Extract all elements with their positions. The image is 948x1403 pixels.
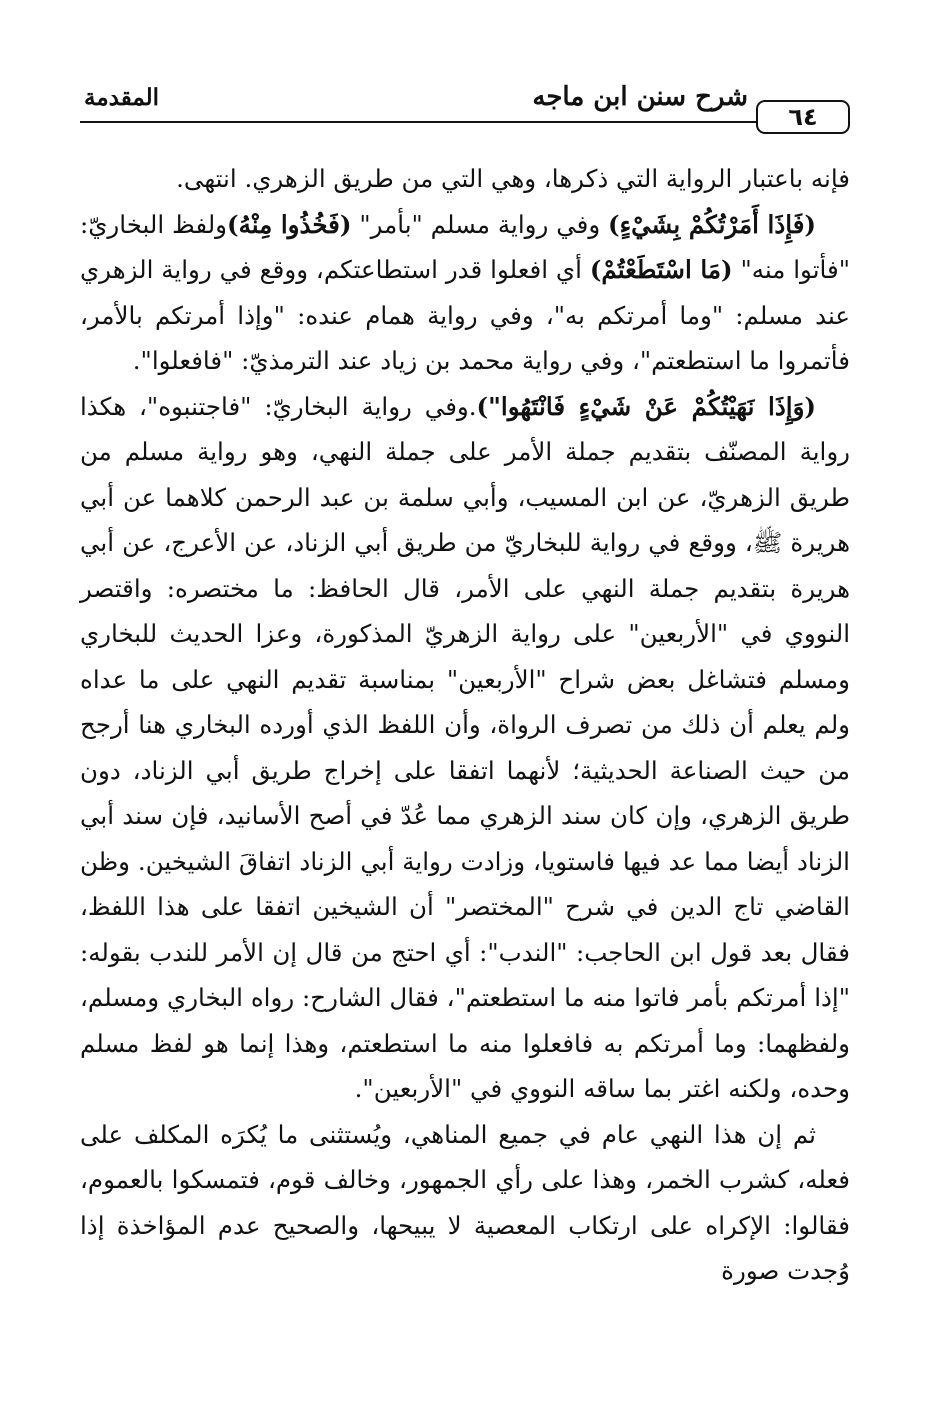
running-header — [80, 70, 850, 140]
paragraph — [80, 384, 850, 1112]
paragraph — [80, 1112, 850, 1294]
paragraph — [80, 156, 850, 202]
hadith-quote: (مَا اسْتَطَعْتُمْ) — [589, 255, 733, 284]
hadith-quote: (فَخُذُوا مِنْهُ) — [227, 209, 352, 239]
hadith-quote: (فَإِذَا أَمَرْتُكُمْ بِشَيْءٍ) — [608, 209, 817, 239]
book-title: شرح سنن ابن ماجه — [532, 82, 748, 112]
paragraph-text: ثم إن هذا النهي عام في جميع المناهي، ويُستثنى ما يُكرَه المكلف على فعله، كشرب الخمر، وهذا على رأي الجمهور، وخالف قوم، فتمسكوا بالعموم، فقالوا: الإكراه على ارتكاب المعصية لا يبيحها، والصحيح عدم المؤاخذة إذا وُجدت صورة — [80, 1119, 850, 1285]
section-title: المقدمة — [84, 84, 160, 111]
hadith-quote: (وَإِذَا نَهَيْتُكُمْ عَنْ شَيْءٍ فَانْتَهُوا") — [476, 391, 816, 421]
paragraph-text: أي افعلوا قدر استطاعتكم، ووقع في رواية الزهري عند مسلم: "وما أمرتكم به"، وفي رواية همام عنده: "وإذا أمرتكم بالأمر، فأتمروا ما استطعتم"، وفي رواية محمد بن زياد عند الترمذيّ: "فافعلوا". — [80, 255, 850, 375]
paragraph — [80, 202, 850, 384]
header-rule — [80, 121, 850, 123]
page-number: ٦٤ — [788, 103, 818, 131]
paragraph-text: ولفظ البخاريّ: "فأتوا منه" — [80, 209, 850, 284]
paragraph-text: .وفي رواية البخاريّ: "فاجتنبوه"، هكذا رواية المصنّف بتقديم جملة الأمر على جملة النهي، وهو رواية مسلم من طريق الزهريّ، عن ابن المسيب، وأبي سلمة بن عبد الرحمن كلاهما عن أبي هريرة ﷺ، ووقع في رواية للبخاريّ من طريق أبي الزناد، عن الأعرج، عن أبي هريرة بتقديم جملة النهي على الأمر، قال الحافظ: ما مختصره: واقتصر النووي في "الأربعين" على رواية الزهريّ المذكورة، وعزا الحديث للبخاري ومسلم فتشاغل بعض شراح "الأربعين" بمناسبة تقديم النهي على ما عداه ولم يعلم أن ذلك من تصرف الرواة، وأن اللفظ الذي أورده البخاري هنا أرجح من حيث الصناعة الحديثية؛ لأنهما اتفقا على إخراج طريق أبي الزناد، دون طريق الزهري، وإن كان سند الزهري مما عُدّ في أصح الأسانيد، فإن سند أبي الزناد أيضا مما عد فيها فاستويا، وزادت رواية أبي الزناد اتفاقَ الشيخين. وظن القاضي تاج الدين في شرح "المختصر" أن الشيخين اتفقا على هذا اللفظ، فقال بعد قول ابن الحاجب: "الندب": أي احتج من قال إن الأمر للندب بقوله: "إذا أمرتكم بأمر فاتوا منه ما استطعتم"، فقال الشارح: رواه البخاري ومسلم، ولفظهما: وما أمرتكم به فافعلوا منه ما استطعتم، وهذا إنما هو لفظ مسلم وحده، ولكنه اغتر بما ساقه النووي في "الأربعين". — [80, 391, 850, 1103]
page-number-box — [756, 100, 850, 134]
body-text — [80, 156, 850, 1294]
paragraph-text: فإنه باعتبار الرواية التي ذكرها، وهي التي من طريق الزهري. انتهى. — [176, 164, 850, 193]
paragraph-text: وفي رواية مسلم "بأمر" — [351, 209, 609, 239]
